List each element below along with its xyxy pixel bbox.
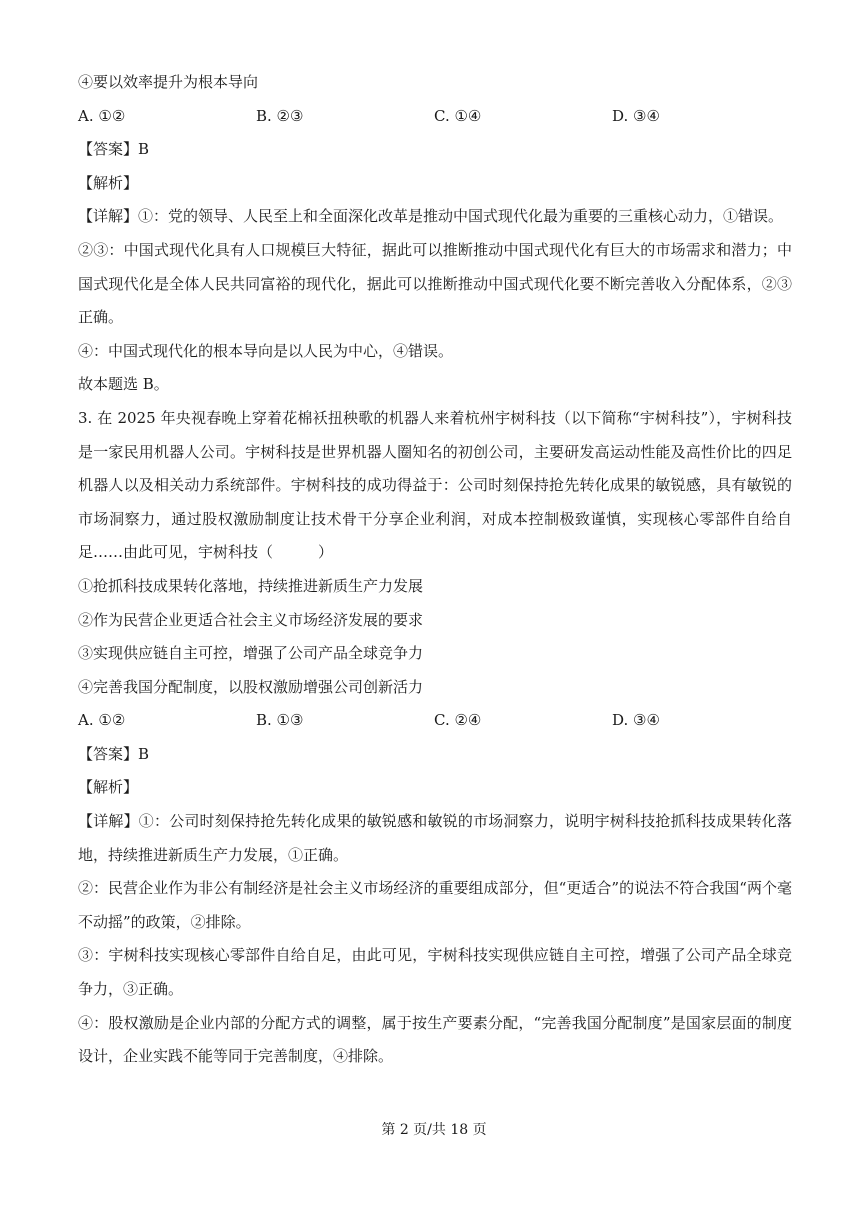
q2-option-b: B. ②③ <box>256 106 304 125</box>
q3-detail-2: ②：民营企业作为非公有制经济是社会主义市场经济的重要组成部分，但“更适合”的说法不符合我国“两个毫不动摇”的政策，②排除。 <box>78 879 792 931</box>
q2-option-c: C. ①④ <box>434 106 482 125</box>
q2-detail-1-text: ①：党的领导、人民至上和全面深化改革是推动中国式现代化最为重要的三重核心动力，①错误。 <box>138 207 784 226</box>
q3-options <box>78 704 792 738</box>
q2-answer-value: B <box>138 140 150 159</box>
q3-item-4: ④完善我国分配制度，以股权激励增强公司创新活力 <box>78 677 424 696</box>
q3-detail-1 <box>78 805 792 872</box>
page-footer: 第 2 页/共 18 页 <box>381 1122 487 1138</box>
q2-analysis-label: 【解析】 <box>78 173 139 192</box>
q3-option-c: C. ②④ <box>434 711 482 730</box>
q2-item-4: ④要以效率提升为根本导向 <box>78 73 259 91</box>
q3-item-1: ①抢抓科技成果转化落地，持续推进新质生产力发展 <box>78 576 424 595</box>
document-page <box>78 66 792 1074</box>
q3-option-a: A. ①② <box>78 711 126 730</box>
q3-stem: 3. 在 2025 年央视春晚上穿着花棉袄扭秧歌的机器人来着杭州宇树科技（以下简称“宇树科技”），宇树科技是一家民用机器人公司。宇树科技是世界机器人圈知名的初创公司，主要研发高运动性能及高性价比的四足机器人以及相关动力系统部件。宇树科技的成功得益于：公司时刻保持抢先转化成果的敏锐感，具有敏锐的市场洞察力，通过股权激励制度让技术骨干分享企业利润，对成本控制极致谨慎，实现核心零部件自给自足……由此可见，宇树科技（ ） <box>78 408 792 562</box>
q2-options <box>78 100 792 134</box>
q2-option-a: A. ①② <box>78 106 126 125</box>
q3-option-b: B. ①③ <box>256 711 304 730</box>
q2-detail-2: ②③：中国式现代化具有人口规模巨大特征，据此可以推断推动中国式现代化有巨大的市场需求和潜力；中国式现代化是全体人民共同富裕的现代化，据此可以推断推动中国式现代化要不断完善收入分配体系，②③正确。 <box>78 240 792 327</box>
q3-detail-4: ④：股权激励是企业内部的分配方式的调整，属于按生产要素分配，“完善我国分配制度”是国家层面的制度设计，企业实践不能等同于完善制度，④排除。 <box>78 1013 792 1066</box>
q3-detail-label: 【详解】 <box>78 812 139 831</box>
q3-analysis-label: 【解析】 <box>78 778 139 797</box>
q2-detail-label: 【详解】 <box>78 207 139 226</box>
q3-answer-value: B <box>138 744 150 763</box>
q3-option-d: D. ③④ <box>612 711 660 730</box>
q3-detail-3: ③：宇树科技实现核心零部件自给自足，由此可见，宇树科技实现供应链自主可控，增强了公司产品全球竞争力，③正确。 <box>78 946 792 999</box>
q3-answer-label: 【答案】 <box>78 744 139 763</box>
q2-detail-1 <box>78 200 792 234</box>
q2-answer <box>78 133 792 167</box>
q2-conclusion: 故本题选 B。 <box>78 375 169 394</box>
q3-item-3: ③实现供应链自主可控，增强了公司产品全球竞争力 <box>78 644 424 663</box>
q3-detail-1-text: ①：公司时刻保持抢先转化成果的敏锐感和敏锐的市场洞察力，说明宇树科技抢抓科技成果转化落地，持续推进新质生产力发展，①正确。 <box>78 812 792 864</box>
q2-answer-label: 【答案】 <box>78 140 139 159</box>
q2-detail-3: ④：中国式现代化的根本导向是以人民为中心，④错误。 <box>78 341 454 360</box>
q3-answer <box>78 738 792 772</box>
q2-option-d: D. ③④ <box>612 106 660 125</box>
q3-item-2: ②作为民营企业更适合社会主义市场经济发展的要求 <box>78 610 424 629</box>
